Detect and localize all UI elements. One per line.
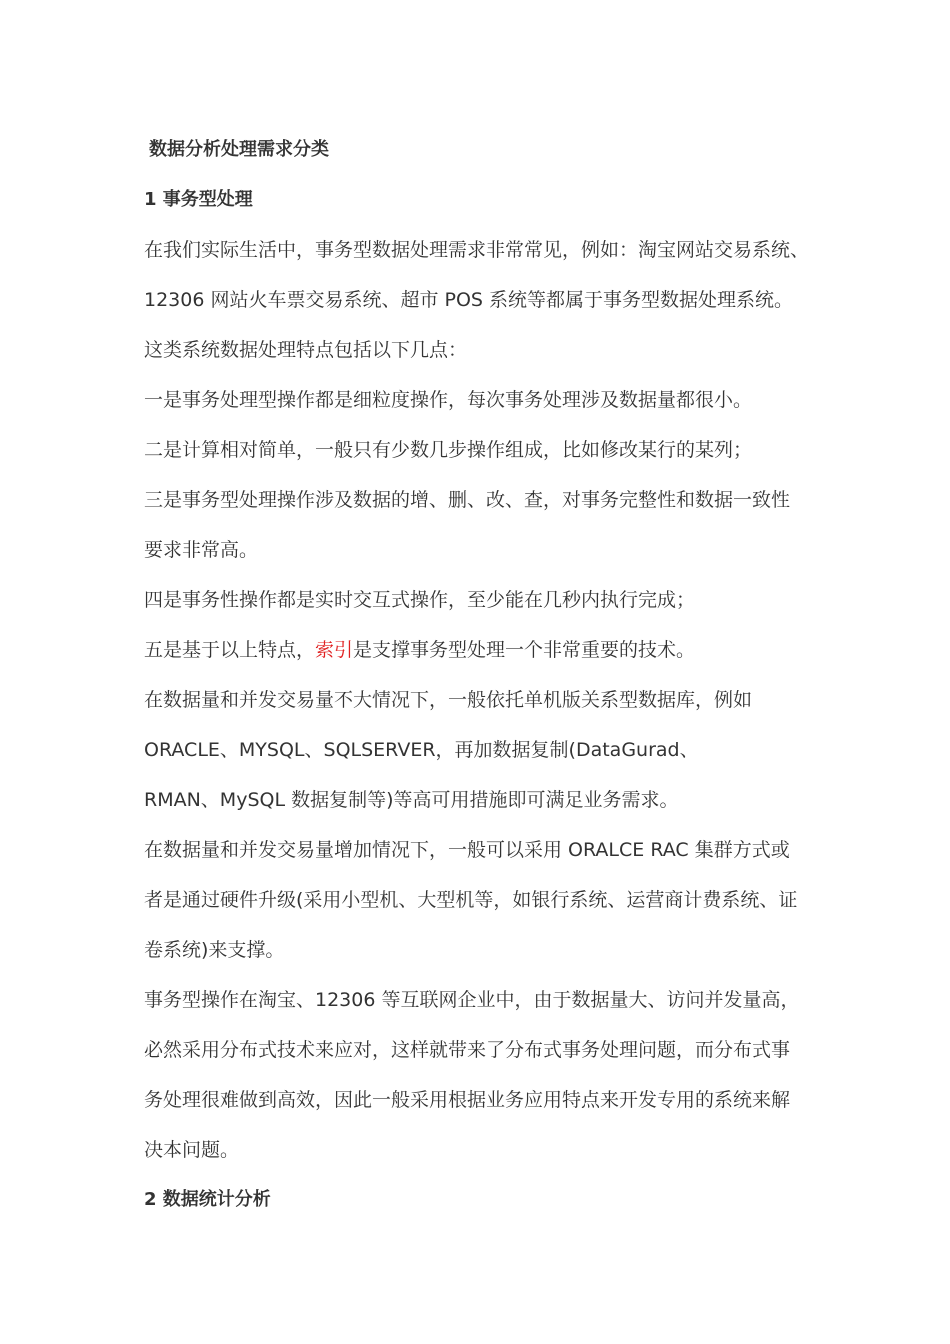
paragraph-line: RMAN、MySQL 数据复制等)等高可用措施即可满足业务需求。 [144, 789, 679, 811]
line-text-after: 是支撑事务型处理一个非常重要的技术。 [353, 639, 696, 661]
highlight-term-index: 索引 [315, 639, 354, 661]
section-heading-2: 2 数据统计分析 [144, 1189, 271, 1210]
paragraph-line: 必然采用分布式技术来应对，这样就带来了分布式事务处理问题，而分布式事 [144, 1039, 791, 1061]
paragraph-line: 卷系统)来支撑。 [144, 939, 285, 961]
paragraph-line: 在我们实际生活中，事务型数据处理需求非常常见，例如：淘宝网站交易系统、 [144, 239, 810, 261]
paragraph-line: 在数据量和并发交易量增加情况下，一般可以采用 ORALCE RAC 集群方式或 [144, 839, 790, 861]
paragraph-line: 一是事务处理型操作都是细粒度操作，每次事务处理涉及数据量都很小。 [144, 389, 753, 411]
paragraph-line: 在数据量和并发交易量不大情况下，一般依托单机版关系型数据库，例如 [144, 689, 753, 711]
paragraph-line: 事务型操作在淘宝、12306 等互联网企业中，由于数据量大、访问并发量高， [144, 989, 800, 1011]
paragraph-line: 12306 网站火车票交易系统、超市 POS 系统等都属于事务型数据处理系统。 [144, 289, 794, 311]
paragraph-line-with-highlight [144, 637, 695, 663]
paragraph-line: 要求非常高。 [144, 539, 259, 561]
paragraph-line: 者是通过硬件升级(采用小型机、大型机等，如银行系统、运营商计费系统、证 [144, 889, 798, 911]
paragraph-line: 四是事务性操作都是实时交互式操作，至少能在几秒内执行完成； [144, 589, 696, 611]
paragraph-line: 二是计算相对简单，一般只有少数几步操作组成，比如修改某行的某列； [144, 439, 753, 461]
document-title: 数据分析处理需求分类 [149, 139, 329, 160]
section-heading-1: 1 事务型处理 [144, 189, 253, 210]
line-text-before: 五是基于以上特点， [144, 639, 316, 661]
paragraph-line: 务处理很难做到高效，因此一般采用根据业务应用特点来开发专用的系统来解 [144, 1089, 791, 1111]
paragraph-line: 决本问题。 [144, 1139, 240, 1161]
paragraph-line: ORACLE、MYSQL、SQLSERVER，再加数据复制(DataGurad、 [144, 739, 699, 761]
paragraph-line: 三是事务型处理操作涉及数据的增、删、改、查，对事务完整性和数据一致性 [144, 489, 791, 511]
paragraph-line: 这类系统数据处理特点包括以下几点： [144, 339, 468, 361]
